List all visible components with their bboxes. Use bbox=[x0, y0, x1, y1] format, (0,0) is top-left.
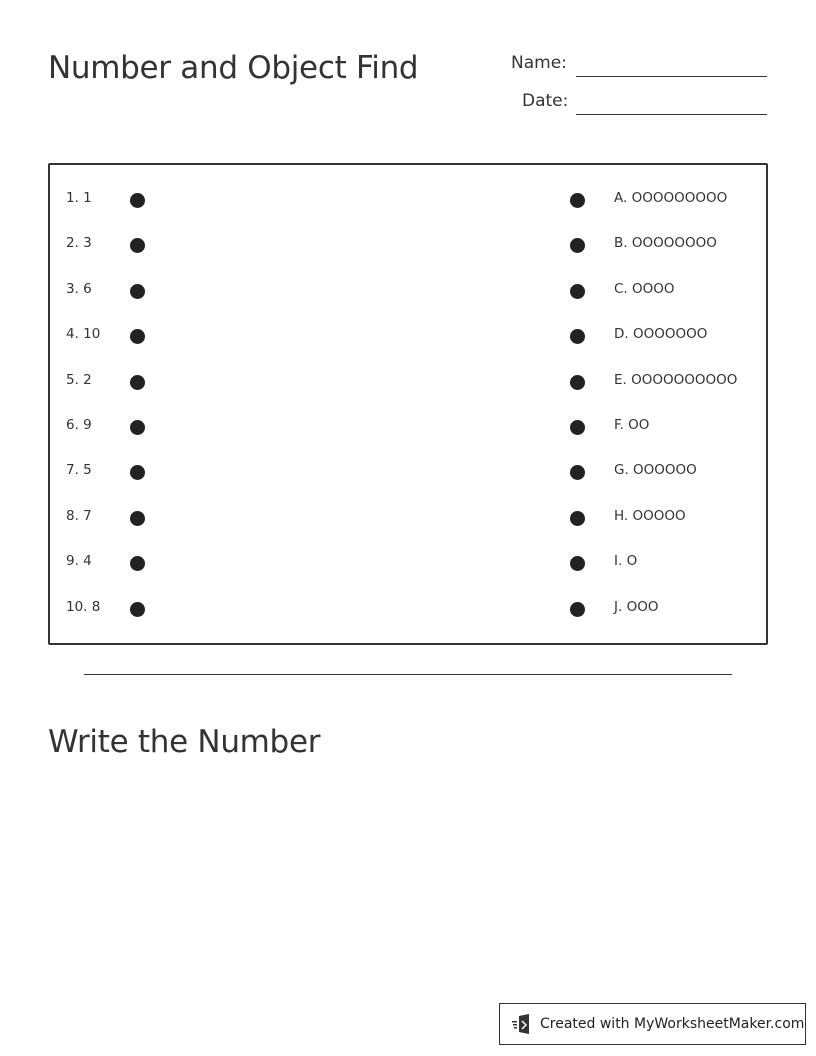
divider bbox=[84, 674, 732, 675]
right-dot[interactable] bbox=[570, 193, 585, 208]
right-item: H. OOOOO bbox=[614, 507, 686, 524]
right-item: D. OOOOOOO bbox=[614, 326, 708, 343]
footer-badge[interactable] bbox=[499, 1003, 806, 1045]
left-item: 4. 10 bbox=[66, 326, 101, 343]
name-field[interactable] bbox=[576, 76, 767, 77]
date-label: Date: bbox=[522, 91, 569, 111]
right-dot[interactable] bbox=[570, 375, 585, 390]
left-item: 5. 2 bbox=[66, 371, 92, 388]
right-dot[interactable] bbox=[570, 511, 585, 526]
right-item: E. OOOOOOOOOO bbox=[614, 371, 738, 388]
right-item: G. OOOOOO bbox=[614, 462, 697, 479]
left-item: 10. 8 bbox=[66, 598, 101, 615]
left-item: 3. 6 bbox=[66, 280, 92, 297]
left-item: 9. 4 bbox=[66, 553, 92, 570]
page-title: Number and Object Find bbox=[48, 50, 419, 86]
left-dot[interactable] bbox=[130, 284, 145, 299]
right-item: B. OOOOOOOO bbox=[614, 235, 717, 252]
left-dot[interactable] bbox=[130, 511, 145, 526]
section-title: Write the Number bbox=[48, 724, 321, 760]
left-item: 2. 3 bbox=[66, 235, 92, 252]
date-field[interactable] bbox=[576, 114, 767, 115]
right-item: C. OOOO bbox=[614, 280, 675, 297]
left-dot[interactable] bbox=[130, 420, 145, 435]
right-item: A. OOOOOOOOO bbox=[614, 190, 728, 206]
right-dot[interactable] bbox=[570, 420, 585, 435]
left-item: 8. 7 bbox=[66, 507, 92, 524]
left-item: 7. 5 bbox=[66, 462, 92, 479]
footer-text: Created with MyWorksheetMaker.com bbox=[540, 1016, 805, 1032]
logo-icon bbox=[512, 1013, 534, 1035]
left-dot[interactable] bbox=[130, 375, 145, 390]
left-dot[interactable] bbox=[130, 193, 145, 208]
left-item: 6. 9 bbox=[66, 417, 92, 433]
right-item: I. O bbox=[614, 553, 638, 570]
right-item: J. OOO bbox=[614, 598, 659, 615]
left-item: 1. 1 bbox=[66, 190, 92, 206]
right-dot[interactable] bbox=[570, 284, 585, 299]
left-dot[interactable] bbox=[130, 602, 145, 617]
right-item: F. OO bbox=[614, 417, 650, 433]
right-dot[interactable] bbox=[570, 602, 585, 617]
name-label: Name: bbox=[511, 53, 567, 73]
